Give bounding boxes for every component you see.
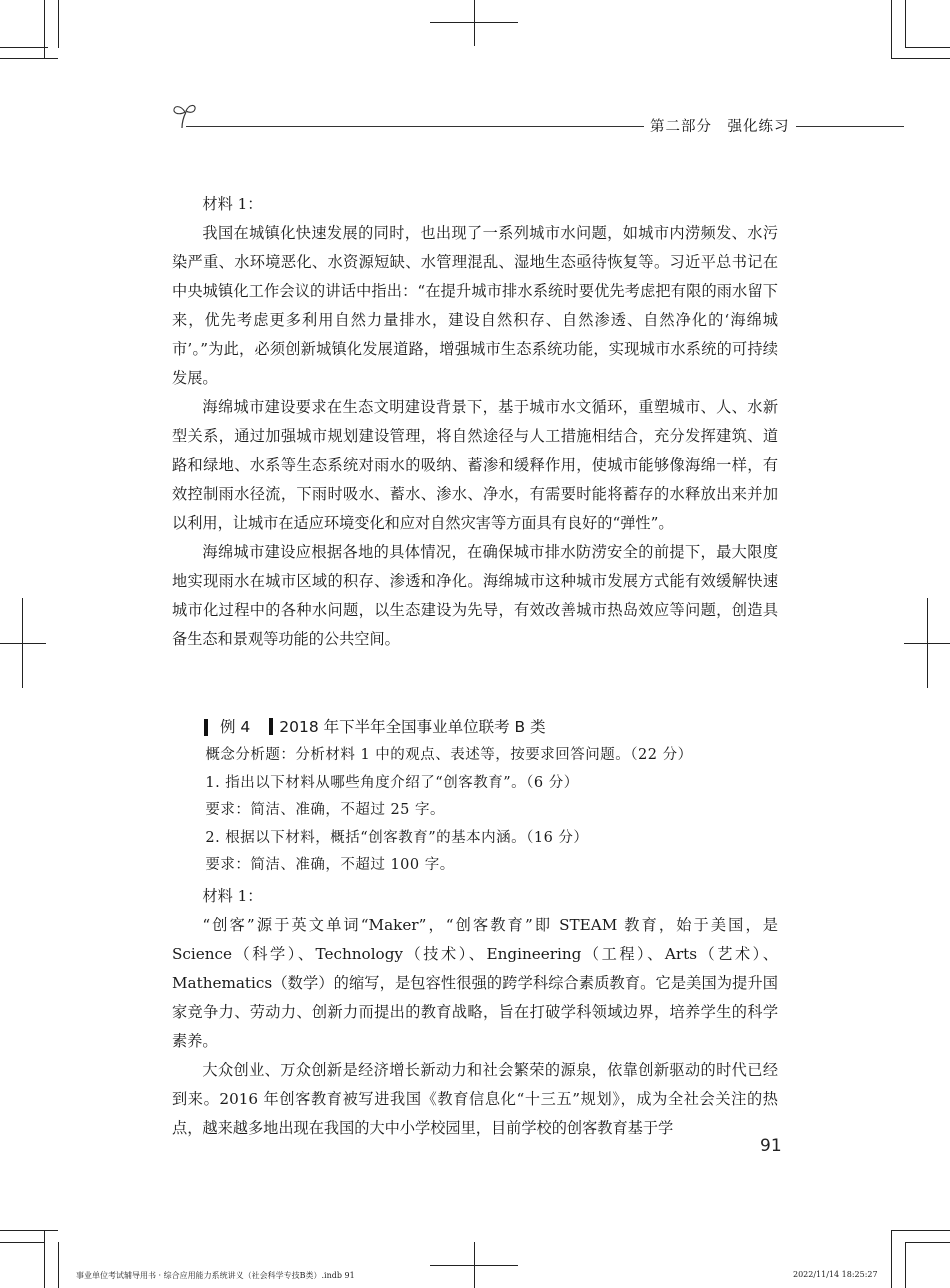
crop-mark xyxy=(0,47,48,48)
crop-mark xyxy=(0,1242,44,1243)
page-number: 91 xyxy=(760,1136,782,1156)
paragraph: 我国在城镇化快速发展的同时，也出现了一系列城市水问题，如城市内涝频发、水污染严重、水环境恶化、水资源短缺、水管理混乱、湿地生态亟待恢复等。习近平总书记在中央城镇化工作会议的讲话中指出：“在提升城市排水系统时要优先考虑把有限的雨水留下来，优先考虑更多利用自然力量排水，建设自然积存、自然渗透、自然净化的‘海绵城市’。”为此，必须创新城镇化发展道路，增强城市生态系统功能，实现城市水系统的可持续发展。 xyxy=(172,224,778,387)
crop-mark xyxy=(58,1242,59,1288)
paragraph: 海绵城市建设应根据各地的具体情况，在确保城市排水防涝安全的前提下，最大限度地实现雨水在城市区域的积存、渗透和净化。海绵城市这种城市发展方式能有效缓解快速城市化过程中的各种水问题，以生态建设为先导，有效改善城市热岛效应等问题，创造具备生态和景观等功能的公共空间。 xyxy=(172,543,778,648)
question-line: 2. 根据以下材料，概括“创客教育”的基本内涵。（16 分） xyxy=(205,829,589,846)
crop-mark xyxy=(905,47,950,48)
crop-mark xyxy=(430,22,518,23)
crop-mark xyxy=(0,1230,58,1231)
crop-mark xyxy=(891,1230,950,1231)
material-label: 材料 1： xyxy=(202,195,263,213)
footer-file-info: 事业单位考试辅导用书 · 综合应用能力系统讲义（社会科学专技B类）.indb 91 xyxy=(76,1271,355,1280)
header-rule xyxy=(186,126,644,127)
crop-mark xyxy=(905,0,906,48)
requirement-line: 要求：简洁、准确，不超过 100 字。 xyxy=(205,857,455,873)
material-label: 材料 1： xyxy=(202,886,263,905)
crop-mark xyxy=(44,1230,45,1288)
example-section xyxy=(172,714,778,1143)
crop-mark xyxy=(44,0,45,58)
crop-mark xyxy=(904,643,950,644)
example-source: 2018 年下半年全国事业单位联考 B 类 xyxy=(279,718,546,736)
footer-timestamp: 2022/11/14 18:25:27 xyxy=(793,1270,878,1279)
paragraph: 大众创业、万众创新是经济增长新动力和社会繁荣的源泉，依靠创新驱动的时代已经到来。2016 年创客教育被写进我国《教育信息化“十三五”规划》，成为全社会关注的热点，越来越多地出现在我国的大中小学校园里，目前学校的创客教育基于学 xyxy=(172,1060,778,1137)
crop-mark xyxy=(891,0,892,58)
crop-mark xyxy=(430,1265,518,1266)
question-line: 概念分析题：分析材料 1 中的观点、表述等，按要求回答问题。（22 分） xyxy=(205,747,693,763)
requirement-line: 要求：简洁、准确，不超过 25 字。 xyxy=(205,802,446,818)
example-number: 例 4 xyxy=(220,718,251,736)
section-title: 第二部分 强化练习 xyxy=(644,117,796,137)
crop-mark xyxy=(474,0,475,46)
crop-mark xyxy=(905,1242,906,1288)
crop-mark xyxy=(0,58,58,59)
header-rule xyxy=(790,126,904,127)
paragraph: “创客”源于英文单词“Maker”，“创客教育”即 STEAM 教育，始于美国，是 Science（科学）、Technology（技术）、Engineering（工程）、Arts（艺术）、Mathematics（数学）的缩写，是包容性很强的跨学科综合素质教育。它是美国为提升国家竞争力、劳动力、创新力而提出的教育战略，旨在打破学科领域边界，培养学生的科学素养。 xyxy=(172,915,778,1050)
question-line: 1. 指出以下材料从哪些角度介绍了“创客教育”。（6 分） xyxy=(205,774,579,791)
crop-mark xyxy=(905,1242,950,1243)
crop-mark xyxy=(0,643,46,644)
example-heading xyxy=(172,714,778,740)
heading-bar xyxy=(204,719,208,736)
paragraph: 海绵城市建设要求在生态文明建设背景下，基于城市水文循环，重塑城市、人、水新型关系，通过加强城市规划建设管理，将自然途径与人工措施相结合，充分发挥建筑、道路和绿地、水系等生态系统对雨水的吸纳、蓄渗和缓释作用，使城市能够像海绵一样，有效控制雨水径流，下雨时吸水、蓄水、渗水、净水，有需要时能将蓄存的水释放出来并加以利用，让城市在适应环境变化和应对自然灾害等方面具有良好的“弹性”。 xyxy=(172,398,778,532)
crop-mark xyxy=(891,1230,892,1288)
crop-mark xyxy=(891,58,950,59)
material-section-a xyxy=(172,190,778,654)
crop-mark xyxy=(58,0,59,48)
heading-bar xyxy=(269,718,273,735)
